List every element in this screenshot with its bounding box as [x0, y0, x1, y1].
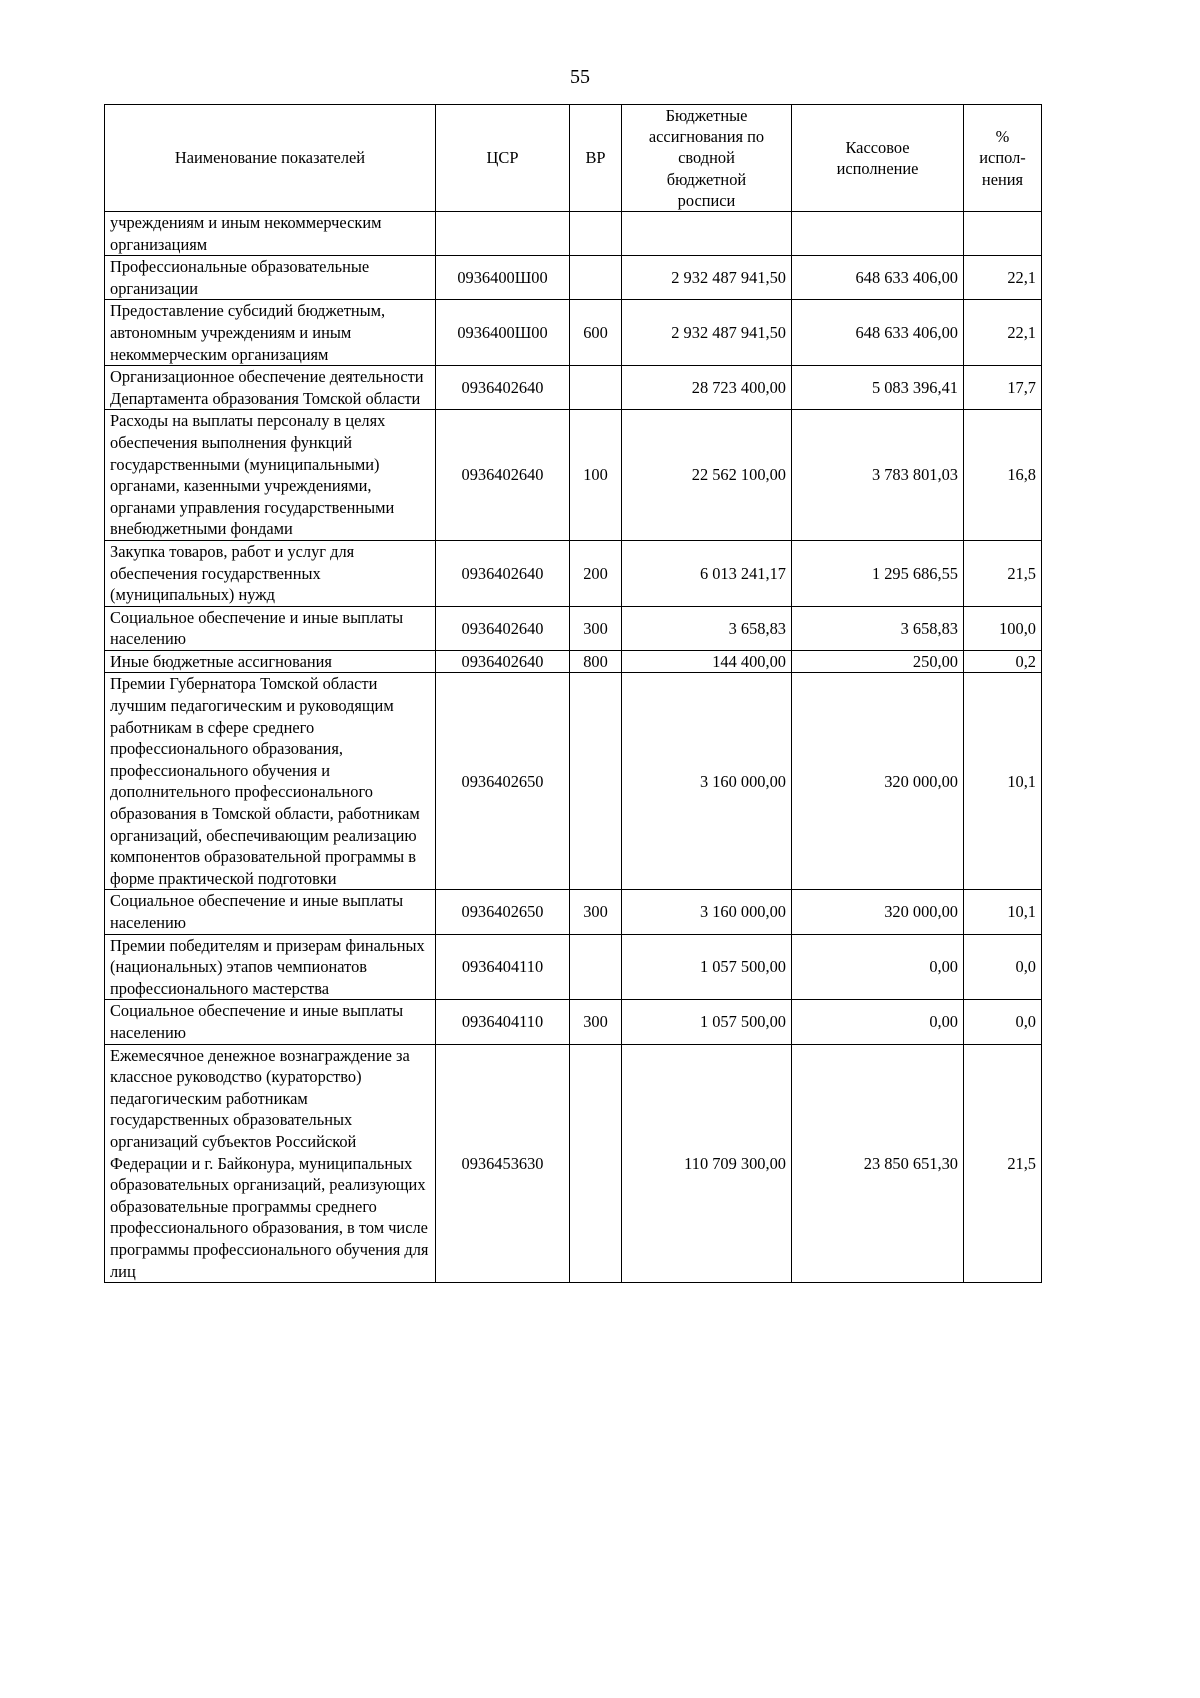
cell-name: Организационное обеспечение деятельности Департамента образования Томской области — [105, 366, 436, 410]
cell-vr — [570, 212, 622, 256]
page-number: 55 — [570, 66, 590, 88]
cell-budget: 28 723 400,00 — [622, 366, 792, 410]
cell-vr — [570, 366, 622, 410]
cell-cash: 0,00 — [792, 934, 964, 1000]
table-row — [105, 410, 1042, 541]
table-row — [105, 934, 1042, 1000]
cell-cash: 0,00 — [792, 1000, 964, 1044]
cell-budget: 1 057 500,00 — [622, 934, 792, 1000]
cell-vr: 800 — [570, 650, 622, 673]
cell-vr — [570, 673, 622, 890]
cell-vr: 300 — [570, 606, 622, 650]
table-body — [105, 212, 1042, 1283]
cell-cash: 648 633 406,00 — [792, 256, 964, 300]
cell-percent: 10,1 — [964, 673, 1042, 890]
header-name: Наименование показателей — [105, 105, 436, 212]
cell-budget: 6 013 241,17 — [622, 540, 792, 606]
cell-name: Ежемесячное денежное вознаграждение за классное руководство (кураторство) педагогическим работникам государственных образовательных организаций субъектов Российской Федерации и г. Байконура, муниципальных образовательных организаций, реализующих образовательные программы среднего профессионального образования, в том числе программы профессионального обучения для лиц — [105, 1044, 436, 1283]
table-row — [105, 606, 1042, 650]
cell-budget: 1 057 500,00 — [622, 1000, 792, 1044]
cell-name: Предоставление субсидий бюджетным, автономным учреждениям и иным некоммерческим организациям — [105, 300, 436, 366]
cell-budget: 110 709 300,00 — [622, 1044, 792, 1283]
cell-budget — [622, 212, 792, 256]
cell-csr: 0936404110 — [436, 1000, 570, 1044]
header-budget: Бюджетные ассигнования по сводной бюджетной росписи — [622, 105, 792, 212]
cell-cash: 648 633 406,00 — [792, 300, 964, 366]
cell-budget: 3 160 000,00 — [622, 890, 792, 934]
cell-cash: 320 000,00 — [792, 890, 964, 934]
cell-cash: 250,00 — [792, 650, 964, 673]
cell-csr: 0936402640 — [436, 410, 570, 541]
cell-name: Социальное обеспечение и иные выплаты населению — [105, 606, 436, 650]
cell-vr — [570, 256, 622, 300]
cell-budget: 3 160 000,00 — [622, 673, 792, 890]
cell-percent: 21,5 — [964, 540, 1042, 606]
table-row — [105, 650, 1042, 673]
cell-csr: 0936453630 — [436, 1044, 570, 1283]
cell-name: Иные бюджетные ассигнования — [105, 650, 436, 673]
cell-csr: 0936402640 — [436, 366, 570, 410]
cell-vr: 300 — [570, 1000, 622, 1044]
cell-percent: 17,7 — [964, 366, 1042, 410]
cell-name: Премии Губернатора Томской области лучшим педагогическим и руководящим работникам в сфере среднего профессионального образования, профессионального обучения и дополнительного профессионального образования в Томской области, работникам организаций, обеспечивающим реализацию компонентов образовательной программы в форме практической подготовки — [105, 673, 436, 890]
cell-budget: 3 658,83 — [622, 606, 792, 650]
header-cash: Кассовое исполнение — [792, 105, 964, 212]
cell-csr: 0936404110 — [436, 934, 570, 1000]
cell-cash: 5 083 396,41 — [792, 366, 964, 410]
cell-name: Социальное обеспечение и иные выплаты населению — [105, 1000, 436, 1044]
cell-budget: 2 932 487 941,50 — [622, 300, 792, 366]
cell-percent: 10,1 — [964, 890, 1042, 934]
cell-vr: 300 — [570, 890, 622, 934]
cell-budget: 144 400,00 — [622, 650, 792, 673]
cell-cash: 320 000,00 — [792, 673, 964, 890]
cell-percent: 0,2 — [964, 650, 1042, 673]
cell-name: учреждениям и иным некоммерческим организациям — [105, 212, 436, 256]
table-row — [105, 540, 1042, 606]
header-csr: ЦСР — [436, 105, 570, 212]
cell-csr: 0936400Ш00 — [436, 256, 570, 300]
header-vr: ВР — [570, 105, 622, 212]
cell-budget: 2 932 487 941,50 — [622, 256, 792, 300]
cell-vr — [570, 934, 622, 1000]
table-row — [105, 673, 1042, 890]
cell-budget: 22 562 100,00 — [622, 410, 792, 541]
cell-name: Закупка товаров, работ и услуг для обеспечения государственных (муниципальных) нужд — [105, 540, 436, 606]
table-row — [105, 300, 1042, 366]
cell-csr — [436, 212, 570, 256]
cell-csr: 0936402640 — [436, 650, 570, 673]
cell-percent: 16,8 — [964, 410, 1042, 541]
cell-cash: 3 658,83 — [792, 606, 964, 650]
table-header-row — [105, 105, 1042, 212]
header-percent: % испол-нения — [964, 105, 1042, 212]
table-row — [105, 256, 1042, 300]
cell-name: Социальное обеспечение и иные выплаты населению — [105, 890, 436, 934]
cell-percent — [964, 212, 1042, 256]
cell-cash: 1 295 686,55 — [792, 540, 964, 606]
table-row — [105, 1000, 1042, 1044]
cell-percent: 0,0 — [964, 934, 1042, 1000]
cell-cash: 3 783 801,03 — [792, 410, 964, 541]
table-row — [105, 890, 1042, 934]
cell-percent: 0,0 — [964, 1000, 1042, 1044]
cell-name: Профессиональные образовательные организации — [105, 256, 436, 300]
cell-vr: 200 — [570, 540, 622, 606]
cell-percent: 21,5 — [964, 1044, 1042, 1283]
cell-vr: 600 — [570, 300, 622, 366]
cell-csr: 0936402650 — [436, 673, 570, 890]
cell-vr: 100 — [570, 410, 622, 541]
cell-percent: 100,0 — [964, 606, 1042, 650]
cell-cash: 23 850 651,30 — [792, 1044, 964, 1283]
table-row — [105, 366, 1042, 410]
cell-csr: 0936402650 — [436, 890, 570, 934]
cell-vr — [570, 1044, 622, 1283]
cell-csr: 0936400Ш00 — [436, 300, 570, 366]
cell-name: Премии победителям и призерам финальных (национальных) этапов чемпионатов профессионального мастерства — [105, 934, 436, 1000]
cell-cash — [792, 212, 964, 256]
cell-name: Расходы на выплаты персоналу в целях обеспечения выполнения функций государственными (муниципальными) органами, казенными учреждениями, органами управления государственными внебюджетными фондами — [105, 410, 436, 541]
budget-execution-table — [104, 104, 1042, 1283]
table-row — [105, 212, 1042, 256]
cell-csr: 0936402640 — [436, 540, 570, 606]
cell-csr: 0936402640 — [436, 606, 570, 650]
table-row — [105, 1044, 1042, 1283]
cell-percent: 22,1 — [964, 300, 1042, 366]
cell-percent: 22,1 — [964, 256, 1042, 300]
